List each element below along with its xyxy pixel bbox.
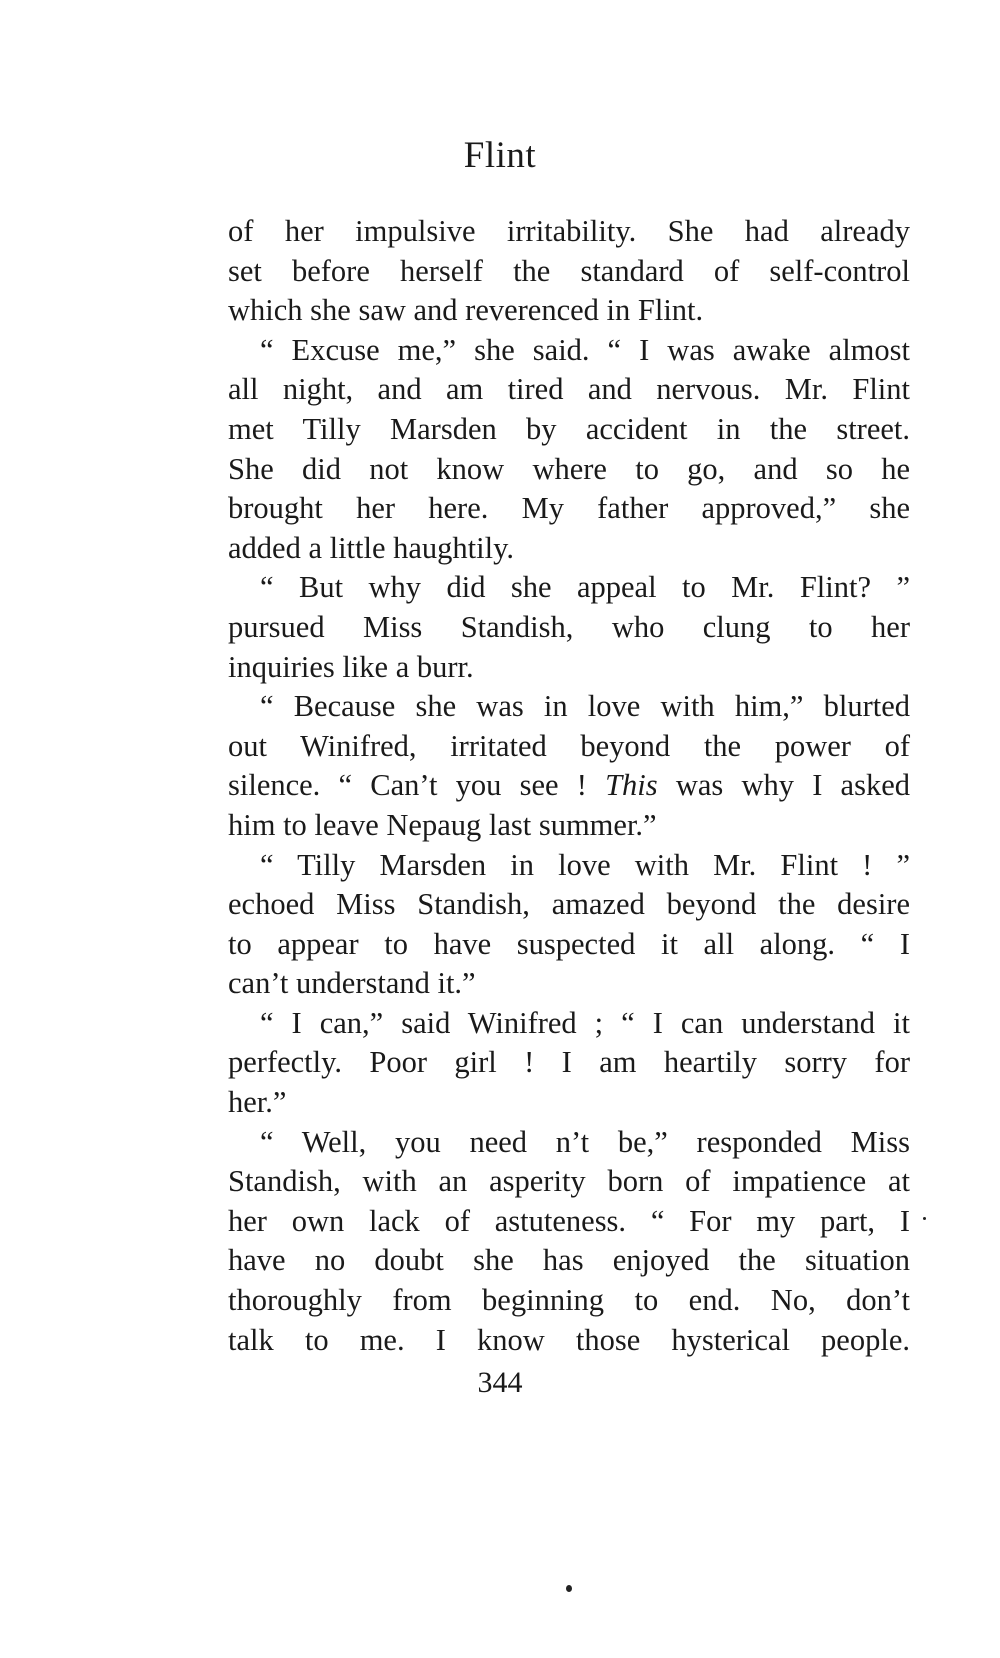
text-line: to appear to have suspected it all along. “ I <box>228 926 910 961</box>
text-line: “ Because she was in love with him,” blurted <box>260 689 910 724</box>
text-line: She did not know where to go, and so he <box>228 451 910 486</box>
running-head: Flint <box>463 135 537 176</box>
text-line: of her impulsive irritability. She had already <box>228 214 910 248</box>
text-line: which she saw and reverenced in Flint. <box>228 293 704 328</box>
text-line: all night, and am tired and nervous. Mr. Flint <box>228 372 910 407</box>
text-line: “ But why did she appeal to Mr. Flint? ” <box>260 570 910 605</box>
text-line: Standish, with an asperity born of impatience at <box>228 1164 910 1199</box>
text-line: talk to me. I know those hysterical people. <box>228 1322 910 1357</box>
text-line: set before herself the standard of self-control <box>228 253 910 288</box>
text-line: thoroughly from beginning to end. No, don’t <box>228 1283 910 1318</box>
text-line: out Winifred, irritated beyond the power of <box>228 728 910 763</box>
text-line: echoed Miss Standish, amazed beyond the desire <box>228 887 910 922</box>
italic-word: This <box>605 768 658 803</box>
text-line: perfectly. Poor girl ! I am heartily sorry for <box>228 1045 910 1080</box>
text-line: him to leave Nepaug last summer.” <box>228 807 657 842</box>
page-number: 344 <box>477 1366 523 1399</box>
text-line: “ I can,” said Winifred ; “ I can understand it <box>260 1005 910 1040</box>
text-line: her own lack of astuteness. “ For my part, I <box>228 1203 910 1238</box>
body-text <box>228 212 910 1360</box>
text-line: have no doubt she has enjoyed the situation <box>228 1243 910 1278</box>
text-line: “ Excuse me,” she said. “ I was awake almost <box>260 332 910 367</box>
text-line: “ Tilly Marsden in love with Mr. Flint ! ” <box>260 847 910 882</box>
text-line: brought her here. My father approved,” she <box>228 491 910 526</box>
ink-speck <box>923 1217 926 1220</box>
text-line: can’t understand it.” <box>228 966 476 1001</box>
text-line: silence. “ Can’t you see ! This was why I asked <box>228 768 911 803</box>
text-line: pursued Miss Standish, who clung to her <box>228 609 910 644</box>
text-line: inquiries like a burr. <box>228 649 474 684</box>
ink-speck <box>566 1585 572 1592</box>
text-line: added a little haughtily. <box>228 530 514 565</box>
text-line: met Tilly Marsden by accident in the street. <box>228 411 910 446</box>
text-line: “ Well, you need n’t be,” responded Miss <box>260 1124 910 1159</box>
text-line: her.” <box>228 1085 287 1120</box>
